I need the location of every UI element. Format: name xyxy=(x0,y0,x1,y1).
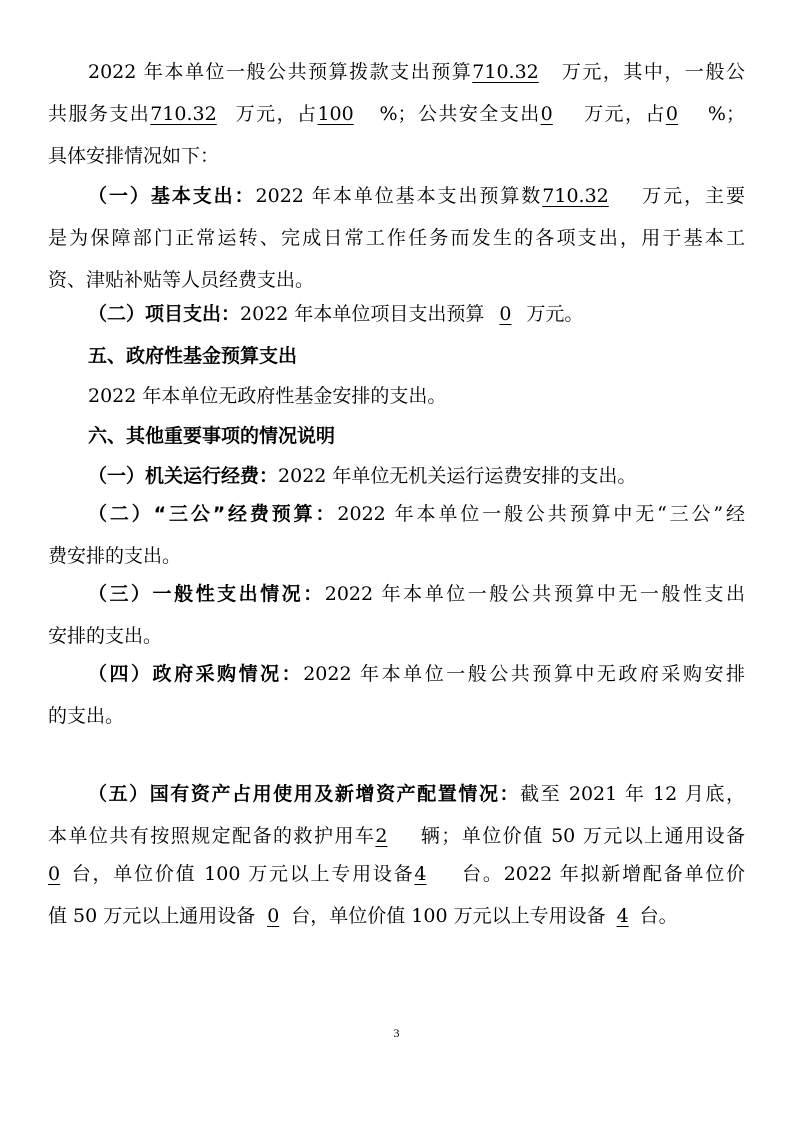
text: 辆；单位价值 50 万元以上通用设备 xyxy=(419,825,745,847)
subheading: （一）机关运行经费： xyxy=(88,465,279,487)
text: 万元，其中，一般公 xyxy=(560,61,745,83)
paragraph-line: 具体安排情况如下： xyxy=(48,145,220,167)
amount-field: 0 xyxy=(540,103,553,125)
text: 2022 年本单位一般公共预算中无一般性支出 xyxy=(324,583,745,605)
paragraph-line: 2022 年本单位无政府性基金安排的支出。 xyxy=(88,385,447,407)
paragraph-line xyxy=(88,54,745,90)
subheading: （五）国有资产占用使用及新增资产配置情况： xyxy=(88,783,521,805)
paragraph-line: 安排的支出。 xyxy=(48,625,163,647)
paragraph-line xyxy=(48,96,745,132)
text: 万元，占 xyxy=(234,103,318,125)
text: 2022 年本单位基本支出预算数 xyxy=(255,185,543,207)
subheading: （四）政府采购情况： xyxy=(88,663,304,685)
percent-field: 100 xyxy=(317,103,354,125)
page-number: 3 xyxy=(393,1026,400,1040)
paragraph-line: 费安排的支出。 xyxy=(48,545,182,567)
count-field: 4 xyxy=(616,905,629,927)
text: 共服务支出 xyxy=(48,103,151,125)
text: %；公共安全支出 xyxy=(379,103,541,125)
text: 台。 xyxy=(639,905,678,927)
amount-field: 710.32 xyxy=(150,103,217,125)
text: 值 50 万元以上通用设备 xyxy=(48,905,256,927)
paragraph-line xyxy=(88,458,745,494)
count-field: 4 xyxy=(414,863,427,885)
paragraph-line xyxy=(88,178,745,214)
paragraph-line xyxy=(88,576,745,612)
text: 本单位共有按照规定配备的救护用车 xyxy=(48,825,376,847)
text: 万元，主要 xyxy=(640,185,745,207)
subheading: （二）“三公”经费预算： xyxy=(88,503,338,525)
subheading: （三）一般性支出情况： xyxy=(88,583,325,605)
count-field: 0 xyxy=(48,863,61,885)
text: 万元。 xyxy=(526,303,584,325)
text: 2022 年本单位一般公共预算拨款支出预算 xyxy=(88,61,473,83)
paragraph-line xyxy=(48,818,745,854)
text: 台，单位价值 100 万元以上专用设备 xyxy=(70,863,415,885)
paragraph-line: 的支出。 xyxy=(48,705,125,727)
paragraph-line: 资、津贴补贴等人员经费支出。 xyxy=(48,269,315,291)
paragraph-line xyxy=(88,656,745,692)
percent-field: 0 xyxy=(665,103,678,125)
text: 万元，占 xyxy=(582,103,666,125)
text: 台，单位价值 100 万元以上专用设备 xyxy=(291,905,606,927)
paragraph-line xyxy=(48,898,745,934)
text: 2022 年单位无机关运行运费安排的支出。 xyxy=(278,465,637,487)
text: 2022 年本单位一般公共预算中无“三公”经 xyxy=(337,503,745,525)
count-field: 0 xyxy=(267,905,280,927)
subheading: （一）基本支出： xyxy=(88,185,256,207)
text: 台。2022 年拟新增配备单位价 xyxy=(460,863,745,885)
paragraph-line xyxy=(88,496,745,532)
section-title: 六、其他重要事项的情况说明 xyxy=(88,425,336,447)
text: 2022 年本单位一般公共预算中无政府采购安排 xyxy=(303,663,745,685)
paragraph-line: 是为保障部门正常运转、完成日常工作任务而发生的各项支出，用于基本工 xyxy=(48,227,745,249)
subheading: （二）项目支出： xyxy=(88,303,241,325)
text: %； xyxy=(707,103,745,125)
paragraph-line xyxy=(48,856,745,892)
paragraph-line xyxy=(88,776,745,812)
text: 截至 2021 年 12 月底， xyxy=(520,783,745,805)
paragraph-line xyxy=(88,296,745,332)
amount-field: 0 xyxy=(499,303,512,325)
count-field: 2 xyxy=(375,825,388,847)
amount-field: 710.32 xyxy=(472,61,539,83)
amount-field: 710.32 xyxy=(542,185,609,207)
text: 2022 年本单位项目支出预算 xyxy=(240,303,485,325)
section-title: 五、政府性基金预算支出 xyxy=(88,345,298,367)
